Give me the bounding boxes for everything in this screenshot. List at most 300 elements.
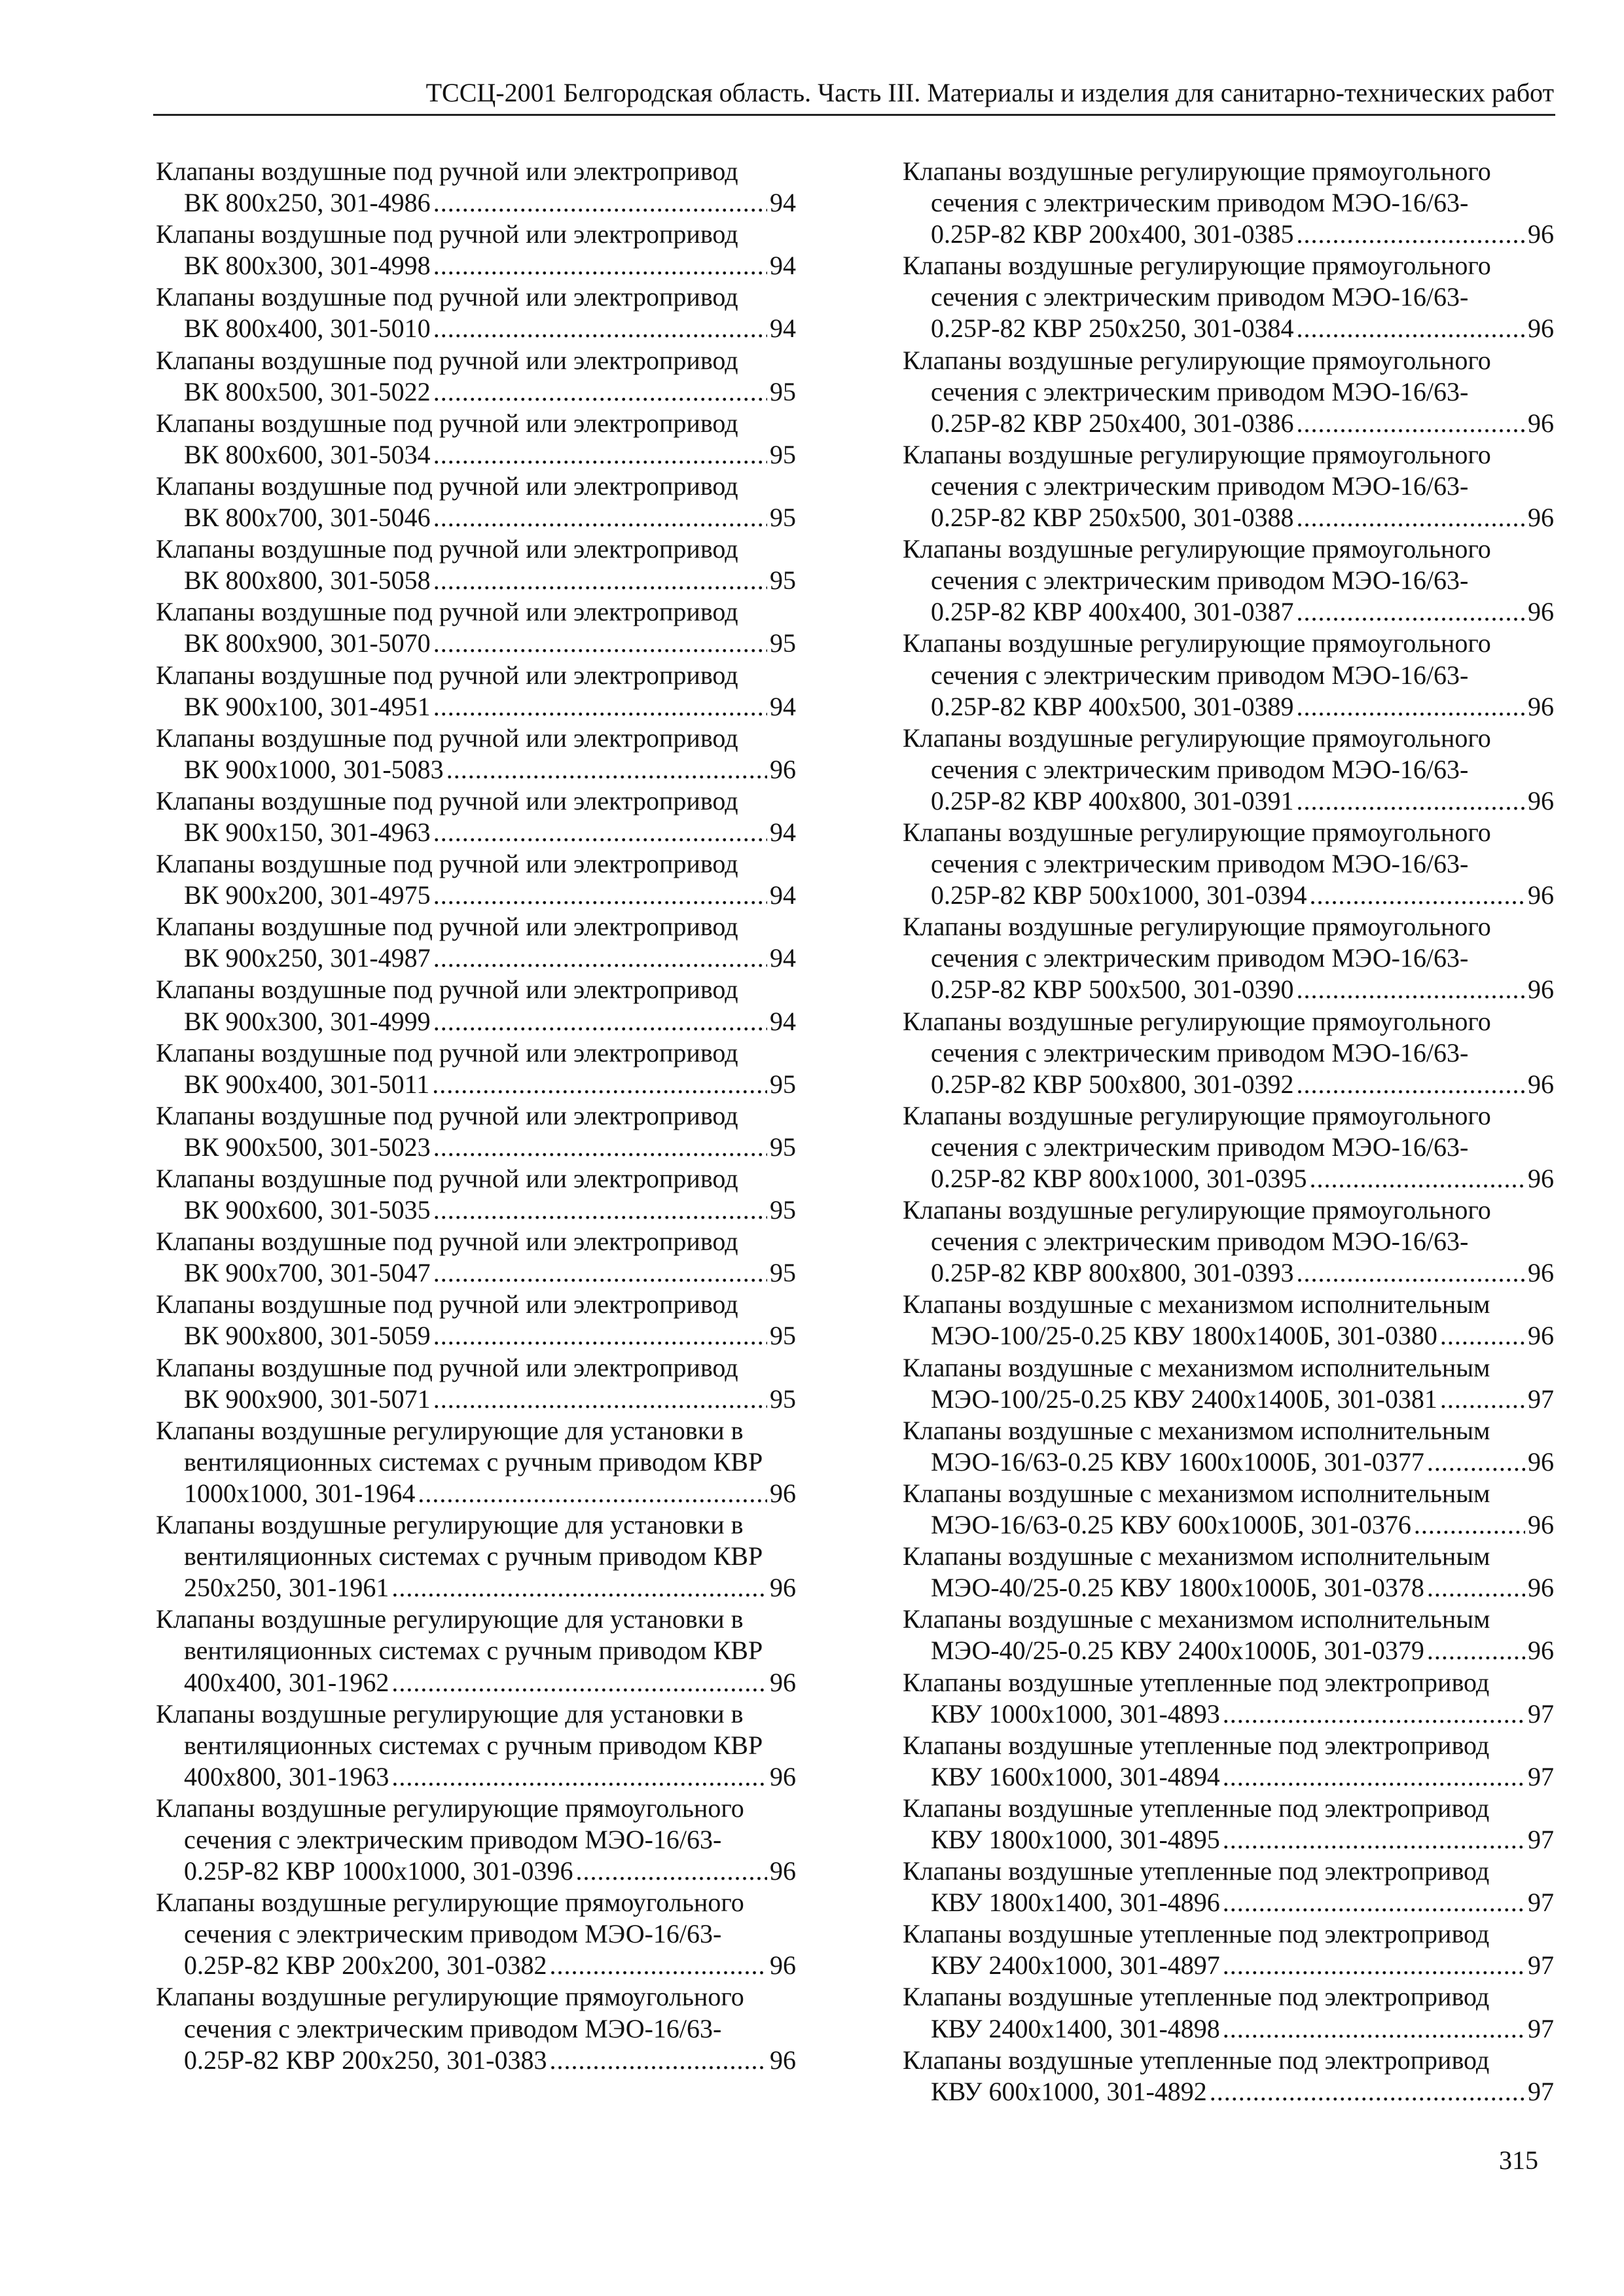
dot-leader [1223, 1950, 1525, 1981]
index-entry [903, 156, 1554, 250]
index-entry [903, 1793, 1554, 1856]
entry-code: ВК 800х500, 301-5022 [184, 376, 431, 406]
entry-page-ref: 96 [1528, 1446, 1554, 1477]
entry-code: КВУ 1000х1000, 301-4893 [931, 1698, 1220, 1729]
entry-last-line [156, 565, 796, 596]
index-entry [903, 1194, 1554, 1289]
entry-code: 400х400, 301-1962 [184, 1667, 389, 1697]
entry-last-line [156, 1257, 796, 1289]
entry-continuation-line: сечения с электрическим приводом МЭО-16/63- [184, 2013, 722, 2043]
entry-code: МЭО-100/25-0.25 КВУ 1800х1400Б, 301-0380 [931, 1321, 1437, 1351]
entry-page-ref: 96 [770, 1573, 796, 1603]
entry-last-line [903, 1824, 1554, 1856]
entry-last-line [156, 628, 796, 659]
dot-leader [1297, 502, 1526, 533]
entry-last-line [903, 408, 1554, 439]
entry-last-line [156, 439, 796, 471]
entry-last-line [156, 1950, 796, 1981]
entry-page-ref: 94 [770, 251, 796, 281]
entry-continuation-line: сечения с электрическим приводом МЭО-16/63- [931, 188, 1469, 218]
entry-last-line [156, 880, 796, 911]
entry-continuation-line: сечения с электрическим приводом МЭО-16/63- [931, 471, 1469, 501]
entry-last-line [156, 1132, 796, 1163]
entry-title-line: Клапаны воздушные с механизмом исполнительным [903, 1478, 1490, 1508]
index-entry [903, 1415, 1554, 1478]
dot-leader [1297, 219, 1526, 250]
entry-title-line: Клапаны воздушные с механизмом исполнительным [903, 1604, 1490, 1634]
entry-page-ref: 96 [770, 1761, 796, 1791]
index-column-left [156, 156, 796, 2076]
entry-title-line: Клапаны воздушные под ручной или электропривод [156, 597, 738, 627]
index-entry [903, 628, 1554, 722]
index-entry [903, 533, 1554, 628]
entry-page-ref: 94 [770, 691, 796, 721]
entry-page-ref: 95 [770, 1195, 796, 1225]
dot-leader [1427, 1446, 1525, 1478]
entry-title-line: Клапаны воздушные под ручной или электропривод [156, 1037, 738, 1067]
entry-page-ref: 95 [770, 1258, 796, 1288]
entry-last-line [903, 1509, 1554, 1541]
entry-code: 0.25Р-82 КВР 250х500, 301-0388 [931, 503, 1294, 533]
entry-page-ref: 95 [770, 439, 796, 469]
entry-code: 0.25Р-82 КВР 800х1000, 301-0395 [931, 1164, 1307, 1193]
entry-last-line [903, 974, 1554, 1005]
dot-leader [1210, 2076, 1525, 2108]
entry-last-line [156, 1667, 796, 1698]
entry-title-line: Клапаны воздушные регулирующие прямоугольного [903, 156, 1491, 186]
entry-title-line: Клапаны воздушные под ручной или электропривод [156, 785, 738, 816]
entry-code: ВК 900х700, 301-5047 [184, 1258, 431, 1288]
index-entry [156, 1100, 796, 1163]
index-entry [156, 596, 796, 659]
entry-title-line: Клапаны воздушные регулирующие прямоугольного [903, 912, 1491, 942]
dot-leader [1427, 1572, 1525, 1604]
entry-title-line: Клапаны воздушные регулирующие прямоугольного [903, 628, 1491, 658]
entry-page-ref: 96 [1528, 408, 1554, 438]
entry-title-line: Клапаны воздушные под ручной или электропривод [156, 345, 738, 375]
entry-last-line [156, 817, 796, 848]
dot-leader [433, 187, 767, 219]
dot-leader [576, 1856, 768, 1887]
entry-last-line [156, 1194, 796, 1226]
index-entry [156, 911, 796, 974]
entry-continuation-line: сечения с электрическим приводом МЭО-16/63- [931, 1037, 1469, 1067]
entry-last-line [903, 1761, 1554, 1793]
dot-leader [1297, 1069, 1526, 1100]
entry-page-ref: 96 [1528, 785, 1554, 816]
entry-last-line [156, 1320, 796, 1352]
entry-title-line: Клапаны воздушные регулирующие прямоугольного [903, 251, 1491, 281]
entry-page-ref: 97 [1528, 2013, 1554, 2043]
entry-last-line [156, 376, 796, 408]
entry-page-ref: 94 [770, 943, 796, 973]
entry-code: КВУ 1800х1400, 301-4896 [931, 1888, 1220, 1918]
entry-title-line: Клапаны воздушные регулирующие для установки в [156, 1415, 744, 1445]
index-entry [156, 660, 796, 723]
entry-title-line: Клапаны воздушные под ручной или электропривод [156, 1352, 738, 1382]
entry-last-line [903, 2013, 1554, 2045]
entry-page-ref: 96 [1528, 1510, 1554, 1540]
dot-leader [1223, 1887, 1525, 1918]
index-entry [156, 345, 796, 408]
dot-leader [1427, 1635, 1525, 1666]
entry-code: 0.25Р-82 КВР 200х250, 301-0383 [184, 2045, 547, 2075]
entry-title-line: Клапаны воздушные под ручной или электропривод [156, 219, 738, 249]
entry-continuation-line: вентиляционных системах с ручным приводом КВР [184, 1730, 763, 1760]
entry-code: ВК 800х250, 301-4986 [184, 188, 431, 218]
entry-code: ВК 900х300, 301-4999 [184, 1006, 431, 1036]
entry-code: ВК 800х600, 301-5034 [184, 439, 431, 469]
entry-last-line [903, 1635, 1554, 1666]
dot-leader [1297, 974, 1526, 1005]
entry-last-line [903, 1069, 1554, 1100]
entry-last-line [903, 785, 1554, 817]
entry-code: МЭО-40/25-0.25 КВУ 1800х1000Б, 301-0378 [931, 1573, 1424, 1603]
entry-page-ref: 97 [1528, 1950, 1554, 1981]
entry-continuation-line: сечения с электрическим приводом МЭО-16/63- [931, 754, 1469, 784]
dot-leader [1440, 1384, 1525, 1415]
dot-leader [433, 1384, 767, 1415]
entry-title-line: Клапаны воздушные под ручной или электропривод [156, 975, 738, 1005]
entry-page-ref: 96 [770, 2045, 796, 2075]
entry-code: ВК 900х800, 301-5059 [184, 1321, 431, 1351]
entry-page-ref: 97 [1528, 1761, 1554, 1791]
index-entry [903, 1006, 1554, 1100]
dot-leader [433, 628, 767, 659]
entry-code: 0.25Р-82 КВР 1000х1000, 301-0396 [184, 1856, 573, 1886]
entry-title-line: Клапаны воздушные под ручной или электропривод [156, 1227, 738, 1257]
index-entry [903, 1667, 1554, 1730]
index-entry [156, 533, 796, 596]
dot-leader [1297, 596, 1526, 628]
entry-title-line: Клапаны воздушные утепленные под электропривод [903, 1793, 1490, 1823]
index-entry [156, 219, 796, 281]
entry-page-ref: 95 [770, 503, 796, 533]
entry-last-line [903, 502, 1554, 533]
entry-page-ref: 97 [1528, 2076, 1554, 2106]
dot-leader [433, 942, 767, 974]
index-entry [903, 1730, 1554, 1793]
entry-code: 0.25Р-82 КВР 250х250, 301-0384 [931, 314, 1294, 344]
entry-code: ВК 900х150, 301-4963 [184, 817, 431, 847]
entry-code: МЭО-40/25-0.25 КВУ 2400х1000Б, 301-0379 [931, 1636, 1424, 1666]
dot-leader [418, 1478, 767, 1509]
entry-title-line: Клапаны воздушные регулирующие прямоугольного [903, 1100, 1491, 1130]
entry-code: КВУ 600х1000, 301-4892 [931, 2076, 1207, 2106]
entry-last-line [903, 691, 1554, 723]
index-entry [903, 1981, 1554, 2044]
entry-page-ref: 94 [770, 1006, 796, 1036]
entry-code: КВУ 2400х1000, 301-4897 [931, 1950, 1220, 1981]
entry-page-ref: 97 [1528, 1698, 1554, 1729]
entry-title-line: Клапаны воздушные под ручной или электропривод [156, 534, 738, 564]
entry-code: ВК 900х500, 301-5023 [184, 1132, 431, 1162]
entry-page-ref: 95 [770, 1069, 796, 1099]
entry-page-ref: 97 [1528, 1888, 1554, 1918]
dot-leader [433, 817, 767, 848]
entry-last-line [903, 2076, 1554, 2108]
entry-page-ref: 96 [1528, 691, 1554, 721]
entry-title-line: Клапаны воздушные под ручной или электропривод [156, 471, 738, 501]
dot-leader [433, 1132, 767, 1163]
entry-last-line [156, 1478, 796, 1509]
entry-title-line: Клапаны воздушные регулирующие для установки в [156, 1510, 744, 1540]
index-entry [156, 408, 796, 471]
entry-code: 0.25Р-82 КВР 250х400, 301-0386 [931, 408, 1294, 438]
entry-code: КВУ 2400х1400, 301-4898 [931, 2013, 1220, 2043]
dot-leader [432, 1069, 767, 1100]
entry-title-line: Клапаны воздушные под ручной или электропривод [156, 282, 738, 312]
entry-code: 0.25Р-82 КВР 400х500, 301-0389 [931, 691, 1294, 721]
entry-code: ВК 900х200, 301-4975 [184, 880, 431, 910]
entry-last-line [903, 596, 1554, 628]
dot-leader [433, 1320, 767, 1352]
entry-code: 0.25Р-82 КВР 500х500, 301-0390 [931, 975, 1294, 1005]
dot-leader [1297, 1257, 1526, 1289]
index-entry [903, 1918, 1554, 1981]
dot-leader [1223, 1761, 1525, 1793]
index-entry [156, 1509, 796, 1604]
entry-page-ref: 96 [1528, 597, 1554, 627]
dot-leader [1223, 1698, 1525, 1730]
entry-last-line [903, 219, 1554, 250]
entry-code: ВК 900х900, 301-5071 [184, 1384, 431, 1414]
entry-page-ref: 94 [770, 880, 796, 910]
index-entry [156, 1887, 796, 1981]
entry-code: 0.25Р-82 КВР 400х400, 301-0387 [931, 597, 1294, 627]
entry-code: МЭО-16/63-0.25 КВУ 600х1000Б, 301-0376 [931, 1510, 1411, 1540]
entry-continuation-line: сечения с электрическим приводом МЭО-16/63- [931, 282, 1469, 312]
entry-continuation-line: сечения с электрическим приводом МЭО-16/63- [931, 660, 1469, 690]
entry-code: КВУ 1800х1000, 301-4895 [931, 1824, 1220, 1854]
entry-title-line: Клапаны воздушные под ручной или электропривод [156, 1100, 738, 1130]
entry-continuation-line: вентиляционных системах с ручным приводом КВР [184, 1636, 763, 1666]
page-number: 315 [1499, 2145, 1538, 2175]
entry-continuation-line: сечения с электрическим приводом МЭО-16/63- [931, 943, 1469, 973]
index-entry [903, 1100, 1554, 1194]
entry-title-line: Клапаны воздушные под ручной или электропривод [156, 156, 738, 186]
dot-leader [1297, 691, 1526, 723]
entry-last-line [156, 1384, 796, 1415]
index-entry [903, 1289, 1554, 1352]
entry-last-line [903, 1950, 1554, 1981]
index-entry [156, 848, 796, 911]
dot-leader [1414, 1509, 1525, 1541]
entry-code: ВК 900х400, 301-5011 [184, 1069, 430, 1099]
entry-title-line: Клапаны воздушные под ручной или электропривод [156, 723, 738, 753]
entry-code: 0.25Р-82 КВР 500х1000, 301-0394 [931, 880, 1307, 910]
entry-last-line [156, 1069, 796, 1100]
entry-page-ref: 96 [770, 1478, 796, 1508]
index-entry [156, 974, 796, 1037]
dot-leader [1297, 313, 1526, 344]
entry-continuation-line: сечения с электрическим приводом МЭО-16/63- [931, 1227, 1469, 1257]
entry-last-line [903, 1446, 1554, 1478]
entry-code: 1000х1000, 301-1964 [184, 1478, 416, 1508]
entry-page-ref: 96 [1528, 880, 1554, 910]
entry-page-ref: 95 [770, 628, 796, 658]
entry-page-ref: 96 [1528, 1321, 1554, 1351]
entry-code: 0.25Р-82 КВР 200х400, 301-0385 [931, 219, 1294, 249]
dot-leader [550, 2045, 768, 2076]
index-entry [156, 1981, 796, 2075]
index-entry [156, 156, 796, 219]
entry-page-ref: 95 [770, 1132, 796, 1162]
entry-title-line: Клапаны воздушные регулирующие прямоугольного [156, 1888, 744, 1918]
entry-title-line: Клапаны воздушные утепленные под электропривод [903, 2045, 1490, 2075]
dot-leader [391, 1667, 767, 1698]
entry-title-line: Клапаны воздушные регулирующие прямоугольного [156, 1793, 744, 1823]
index-entry [156, 785, 796, 848]
entry-page-ref: 97 [1528, 1824, 1554, 1854]
entry-continuation-line: сечения с электрическим приводом МЭО-16/63- [184, 1919, 722, 1949]
entry-last-line [903, 1384, 1554, 1415]
entry-page-ref: 96 [1528, 314, 1554, 344]
entry-page-ref: 96 [1528, 1573, 1554, 1603]
entry-code: ВК 800х700, 301-5046 [184, 503, 431, 533]
entry-page-ref: 96 [770, 754, 796, 784]
entry-title-line: Клапаны воздушные утепленные под электропривод [903, 1730, 1490, 1760]
entry-title-line: Клапаны воздушные регулирующие прямоугольного [903, 439, 1491, 469]
entry-code: 0.25Р-82 КВР 800х800, 301-0393 [931, 1258, 1294, 1288]
entry-page-ref: 96 [770, 1667, 796, 1697]
dot-leader [433, 880, 767, 911]
entry-code: ВК 900х100, 301-4951 [184, 691, 431, 721]
entry-title-line: Клапаны воздушные с механизмом исполнительным [903, 1289, 1490, 1319]
entry-page-ref: 96 [1528, 1164, 1554, 1193]
entry-page-ref: 96 [770, 1856, 796, 1886]
entry-page-ref: 95 [770, 376, 796, 406]
index-entry [903, 2045, 1554, 2108]
entry-title-line: Клапаны воздушные утепленные под электропривод [903, 1667, 1490, 1697]
index-entry [903, 817, 1554, 911]
entry-continuation-line: сечения с электрическим приводом МЭО-16/63- [931, 849, 1469, 879]
entry-last-line [903, 1257, 1554, 1289]
dot-leader [433, 1006, 767, 1037]
dot-leader [1297, 785, 1526, 817]
entry-continuation-line: сечения с электрическим приводом МЭО-16/63- [931, 565, 1469, 596]
entry-page-ref: 97 [1528, 1384, 1554, 1414]
entry-last-line [903, 1887, 1554, 1918]
dot-leader [433, 376, 767, 408]
entry-page-ref: 95 [770, 1384, 796, 1414]
entry-code: ВК 800х300, 301-4998 [184, 251, 431, 281]
index-entry [903, 1541, 1554, 1604]
dot-leader [1223, 2013, 1525, 2045]
entry-title-line: Клапаны воздушные регулирующие прямоугольного [903, 345, 1491, 375]
dot-leader [1223, 1824, 1525, 1856]
entry-page-ref: 94 [770, 188, 796, 218]
index-entry [903, 439, 1554, 533]
dot-leader [446, 754, 767, 785]
header-rule [153, 114, 1555, 116]
running-header: ТССЦ-2001 Белгородская область. Часть III. Материалы и изделия для санитарно-технических работ [425, 78, 1554, 107]
index-entry [903, 345, 1554, 439]
index-entry [156, 1037, 796, 1100]
entry-last-line [156, 1761, 796, 1793]
entry-title-line: Клапаны воздушные регулирующие прямоугольного [903, 534, 1491, 564]
index-entry [156, 1604, 796, 1698]
entry-title-line: Клапаны воздушные с механизмом исполнительным [903, 1415, 1490, 1445]
index-entry [156, 1793, 796, 1887]
index-entry [903, 1604, 1554, 1666]
dot-leader [433, 250, 767, 281]
entry-page-ref: 96 [1528, 1069, 1554, 1099]
entry-last-line [156, 502, 796, 533]
entry-title-line: Клапаны воздушные под ручной или электропривод [156, 849, 738, 879]
entry-code: 0.25Р-82 КВР 200х200, 301-0382 [184, 1950, 547, 1981]
index-entry [903, 1478, 1554, 1541]
dot-leader [433, 439, 767, 471]
entry-title-line: Клапаны воздушные регулирующие прямоугольного [903, 817, 1491, 847]
entry-last-line [156, 942, 796, 974]
index-entry [903, 723, 1554, 817]
index-entry [156, 723, 796, 785]
dot-leader [433, 502, 767, 533]
entry-last-line [156, 250, 796, 281]
dot-leader [433, 313, 767, 344]
index-entry [903, 250, 1554, 344]
dot-leader [433, 1194, 767, 1226]
entry-title-line: Клапаны воздушные утепленные под электропривод [903, 1856, 1490, 1886]
entry-title-line: Клапаны воздушные под ручной или электропривод [156, 408, 738, 438]
dot-leader [1310, 1163, 1526, 1194]
entry-code: МЭО-16/63-0.25 КВУ 1600х1000Б, 301-0377 [931, 1446, 1424, 1477]
entry-title-line: Клапаны воздушные под ручной или электропривод [156, 1164, 738, 1193]
dot-leader [391, 1572, 767, 1604]
entry-code: ВК 900х600, 301-5035 [184, 1195, 431, 1225]
entry-page-ref: 96 [1528, 219, 1554, 249]
entry-code: 0.25Р-82 КВР 400х800, 301-0391 [931, 785, 1294, 816]
entry-last-line [156, 1006, 796, 1037]
index-entry [156, 281, 796, 344]
index-entry [156, 1289, 796, 1352]
entry-title-line: Клапаны воздушные с механизмом исполнительным [903, 1352, 1490, 1382]
entry-code: ВК 800х900, 301-5070 [184, 628, 431, 658]
dot-leader [391, 1761, 767, 1793]
dot-leader [1440, 1320, 1525, 1352]
entry-title-line: Клапаны воздушные под ручной или электропривод [156, 1289, 738, 1319]
entry-continuation-line: сечения с электрическим приводом МЭО-16/63- [184, 1824, 722, 1854]
entry-title-line: Клапаны воздушные утепленные под электропривод [903, 1919, 1490, 1949]
entry-title-line: Клапаны воздушные утепленные под электропривод [903, 1982, 1490, 2012]
entry-code: ВК 900х1000, 301-5083 [184, 754, 444, 784]
entry-page-ref: 96 [1528, 1636, 1554, 1666]
dot-leader [433, 565, 767, 596]
entry-last-line [156, 187, 796, 219]
entry-page-ref: 95 [770, 1321, 796, 1351]
entry-page-ref: 94 [770, 314, 796, 344]
entry-last-line [903, 1163, 1554, 1194]
entry-title-line: Клапаны воздушные регулирующие для установки в [156, 1604, 744, 1634]
entry-page-ref: 95 [770, 565, 796, 596]
entry-last-line [156, 1856, 796, 1887]
entry-page-ref: 96 [1528, 1258, 1554, 1288]
entry-code: ВК 900х250, 301-4987 [184, 943, 431, 973]
entry-last-line [903, 313, 1554, 344]
entry-title-line: Клапаны воздушные под ручной или электропривод [156, 660, 738, 690]
entry-title-line: Клапаны воздушные под ручной или электропривод [156, 912, 738, 942]
index-entry [156, 1352, 796, 1415]
entry-last-line [903, 880, 1554, 911]
entry-continuation-line: вентиляционных системах с ручным приводом КВР [184, 1541, 763, 1571]
entry-code: 250х250, 301-1961 [184, 1573, 389, 1603]
index-entry [903, 1352, 1554, 1415]
dot-leader [433, 1257, 767, 1289]
dot-leader [1297, 408, 1526, 439]
entry-last-line [156, 2045, 796, 2076]
entry-page-ref: 96 [770, 1950, 796, 1981]
